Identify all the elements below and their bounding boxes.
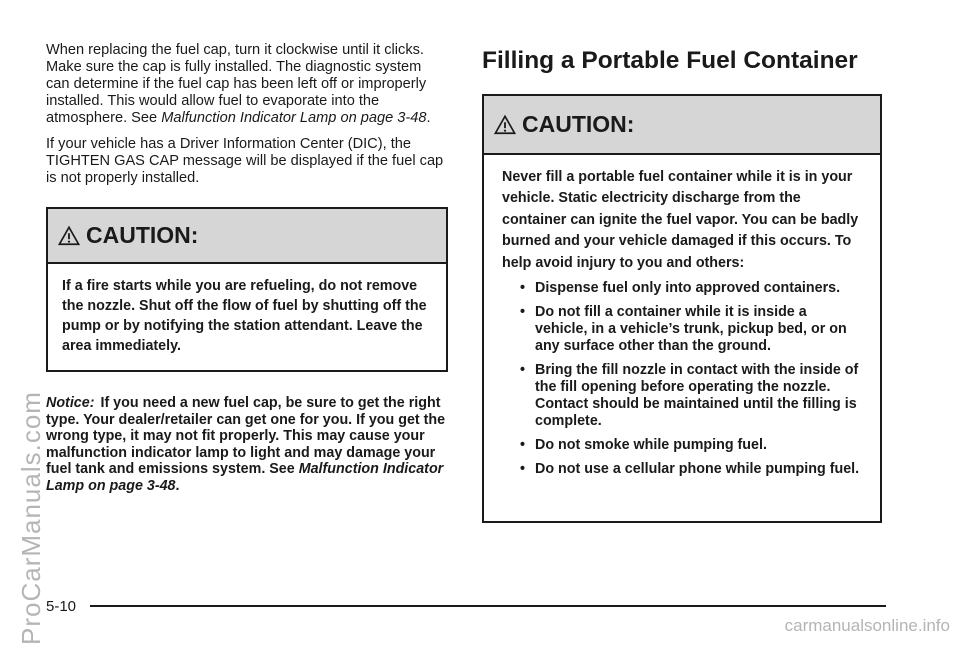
fuel-cap-text: When replacing the fuel cap, turn it clockwise until it clicks. Make sure the cap is fully installed. The diagnostic system can determine if the fuel cap has been left off or improperly installed. This would allow fuel to evaporate into the atmosphere. See	[46, 42, 427, 126]
left-column	[46, 42, 448, 495]
list-item	[502, 362, 862, 430]
dic-paragraph: If your vehicle has a Driver Information Center (DIC), the TIGHTEN GAS CAP message will be displayed if the fuel cap is not properly installed.	[46, 136, 444, 186]
bullet-marker: •	[520, 437, 526, 454]
list-item-text: Bring the fill nozzle in contact with the inside of the fill opening before operating the nozzle. Contact should be maintained until the filling is complete.	[535, 362, 859, 430]
page-number: 5-10	[46, 597, 77, 615]
list-item	[502, 461, 862, 478]
footer-rule	[90, 605, 886, 607]
right-column	[482, 42, 886, 523]
list-item-text: Do not fill a container while it is inside a vehicle, in a vehicle’s trunk, pickup bed, or on any surface other than the ground.	[535, 304, 847, 355]
caution-warning-icon	[494, 114, 516, 136]
bullet-marker: •	[520, 280, 526, 297]
caution-intro: Never fill a portable fuel container while it is in your vehicle. Static electricity discharge from the container can ignite the fuel vapor. You can be badly burned and your vehicle damaged if this occurs. To help avoid injury to you and others:	[502, 169, 859, 271]
caution-body	[484, 155, 880, 478]
section-heading: Filling a Portable Fuel Container	[482, 47, 858, 74]
fuel-cap-paragraph	[46, 42, 448, 127]
list-item-text: Dispense fuel only into approved containers.	[535, 280, 841, 297]
page-footer	[46, 595, 886, 617]
side-watermark-text: ProCarManuals.com	[16, 391, 46, 645]
caution-warning-icon	[58, 225, 80, 247]
caution-title: CAUTION:	[86, 222, 199, 248]
bullet-marker: •	[520, 461, 526, 478]
fuel-cap-text-end: .	[426, 110, 431, 126]
list-item	[502, 304, 862, 355]
caution-header	[484, 96, 880, 155]
notice-paragraph	[46, 395, 448, 495]
caution-text: If a fire starts while you are refueling, do not remove the nozzle. Shut off the flow of fuel by shutting off the pump or by notifying the station attendant. Leave the area immediately.	[62, 278, 427, 354]
caution-title: CAUTION:	[522, 111, 635, 137]
refuel-fire-caution-box	[46, 207, 448, 372]
caution-header	[48, 209, 446, 264]
list-item	[502, 437, 862, 454]
list-item-text: Do not smoke while pumping fuel.	[535, 437, 767, 454]
notice-text: If you need a new fuel cap, be sure to get the right type. Your dealer/retailer can get one for you. If you get the wrong type, it may not fit properly. This may cause your malfunction indicator lamp to light and may damage your fuel tank and emissions system. See	[46, 395, 446, 478]
notice-label: Notice:	[46, 395, 95, 411]
bullet-marker: •	[520, 304, 526, 321]
notice-reference: Malfunction Indicator Lamp on page 3-48	[46, 461, 444, 494]
notice-text-end: .	[175, 477, 180, 494]
list-item-text: Do not use a cellular phone while pumping fuel.	[535, 461, 860, 478]
caution-bullet-list	[502, 280, 862, 478]
bottom-watermark: carmanualsonline.info	[784, 616, 950, 635]
list-item	[502, 280, 862, 297]
bullet-marker: •	[520, 362, 526, 379]
malfunction-lamp-reference: Malfunction Indicator Lamp on page 3-48	[161, 110, 427, 126]
portable-container-caution-box	[482, 94, 882, 523]
